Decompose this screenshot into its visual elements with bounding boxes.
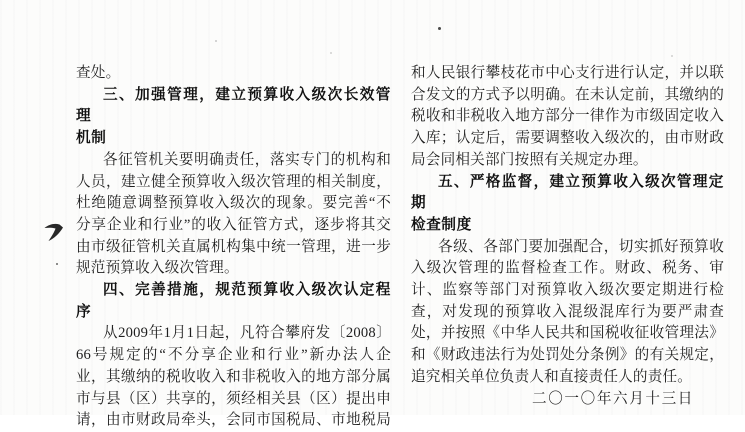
text-line: 税收和非税收入地方部分一律作为市级固定收入: [411, 108, 724, 125]
text-line: 各征管机关要明确责任，落实专门的机构和: [103, 151, 391, 168]
text-line: 请，由市财政局牵头，会同市国税局、市地税局: [76, 412, 391, 429]
text-line: 业，其缴纳的税收收入和非税收入的地方部分属: [76, 368, 391, 385]
text-line: 各级、各部门要加强配合，切实抓好预算收: [438, 238, 724, 255]
right-text-column: [411, 63, 724, 410]
heading-line: 机制: [76, 130, 107, 147]
scan-speck: [56, 263, 58, 265]
text-line: 处，并按照《中华人民共和国税收征收管理法》: [411, 325, 724, 342]
text-line: 规范预算收入级次管理。: [76, 260, 239, 277]
text-line: 人员，建立健全预算收入级次管理的相关制度，: [76, 173, 391, 190]
heading-line: 三、加强管理，建立预算收入级次长效管理: [76, 86, 391, 125]
scan-speck: [438, 27, 441, 30]
text-line: 入级次管理的监督检查工作。财政、税务、审: [411, 260, 724, 277]
scan-speck: [215, 40, 217, 42]
text-line: 和人民银行攀枝花市中心支行进行认定，并以联: [411, 65, 724, 81]
heading-line: 五、严格监督，建立预算收入级次管理定期: [411, 173, 724, 212]
text-line: 入库；认定后，需要调整收入级次的，由市财政: [411, 130, 724, 147]
text-line: 从2009年1月1日起，凡符合攀府发〔2008〕: [103, 325, 391, 342]
text-line: 和《财政违法行为处罚处分条例》的有关规定，: [411, 347, 724, 364]
scan-speck: [671, 55, 673, 57]
heading-line: 四、完善措施，规范预算收入级次认定程序: [76, 282, 391, 320]
text-line: 市与县（区）共享的，须经相关县（区）提出申: [76, 390, 391, 407]
text-line: 局会同相关部门按照有关规定办理。: [411, 151, 648, 168]
text-line: 合发文的方式予以明确。在未认定前，其缴纳的: [411, 86, 724, 103]
text-line: 查，对发现的预算收入混级混库行为要严肃查: [411, 303, 724, 320]
text-line: 杜绝随意调整预算收入级次的现象。要完善“不: [76, 195, 391, 212]
text-line: 计、监察等部门对预算收入级次要定期进行检: [411, 282, 724, 299]
date-line: 二〇一〇年六月十三日: [532, 390, 694, 407]
text-line: 分享企业和行业”的收入征管方式，逐步将其交: [76, 216, 391, 233]
text-line: 追究相关单位负责人和直接责任人的责任。: [411, 368, 693, 385]
text-line: 查处。: [76, 65, 121, 81]
text-line: 66号规定的“不分享企业和行业”新办法人企: [76, 347, 391, 364]
left-text-column: [76, 63, 391, 432]
handwritten-ink-mark: [43, 220, 65, 244]
heading-line: 检查制度: [411, 216, 472, 233]
scan-speck: [330, 52, 332, 54]
text-line: 由市级征管机关直属机构集中统一管理，进一步: [76, 238, 391, 255]
